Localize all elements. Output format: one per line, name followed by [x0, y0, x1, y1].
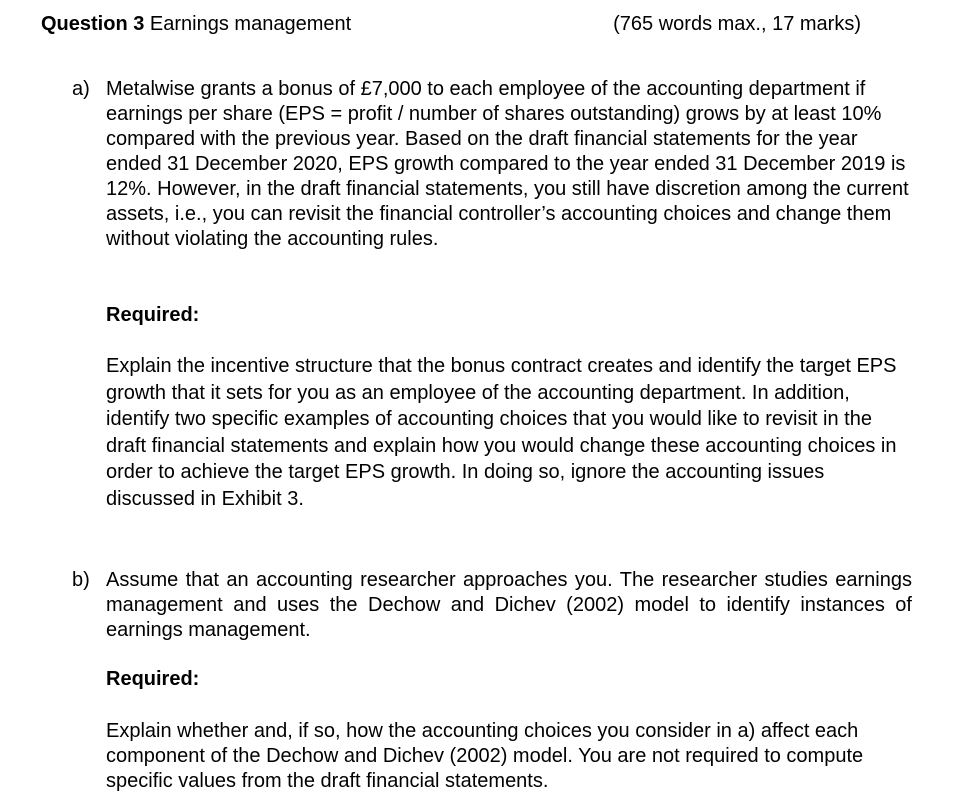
- part-b-required-text: Explain whether and, if so, how the accounting choices you consider in a) affect each component of the Dechow and Dichev (2002) model. You are not required to compute specific values from the draft financial statements.: [106, 720, 864, 792]
- question-title: Earnings management: [149, 13, 352, 35]
- part-a-required-text: Explain the incentive structure that the bonus contract creates and identify the target EPS growth that it sets for you as an employee of the accounting department. In addition, identify two specific examples of accounting choices that you would like to revisit in the draft financial statements and explain how you would change these accounting choices in order to achieve the target EPS growth. In doing so, ignore the accounting issues discussed in Exhibit 3.: [106, 355, 897, 510]
- question-header: [41, 11, 861, 37]
- part-a-label: a): [72, 78, 90, 100]
- question-number: Question 3: [41, 13, 145, 35]
- part-b-text: Assume that an accounting researcher approaches you. The researcher studies earnings management and uses the Dechow and Dichev (2002) model to identify instances of earnings management.: [106, 569, 912, 641]
- part-a-required-label: Required:: [106, 304, 200, 326]
- word-limit-marks: (765 words max., 17 marks): [613, 13, 861, 35]
- part-a-text: Metalwise grants a bonus of £7,000 to each employee of the accounting department if earnings per share (EPS = profit / number of shares outstanding) grows by at least 10% compared with the previous year. Based on the draft financial statements for the year ended 31 December 2020, EPS growth compared to the year ended 31 December 2019 is 12%. However, in the draft financial statements, you still have discretion among the current assets, i.e., you can revisit the financial controller’s accounting choices and change them without violating the accounting rules.: [106, 78, 909, 250]
- part-b-label: b): [72, 569, 90, 591]
- part-b-required-label: Required:: [106, 668, 200, 690]
